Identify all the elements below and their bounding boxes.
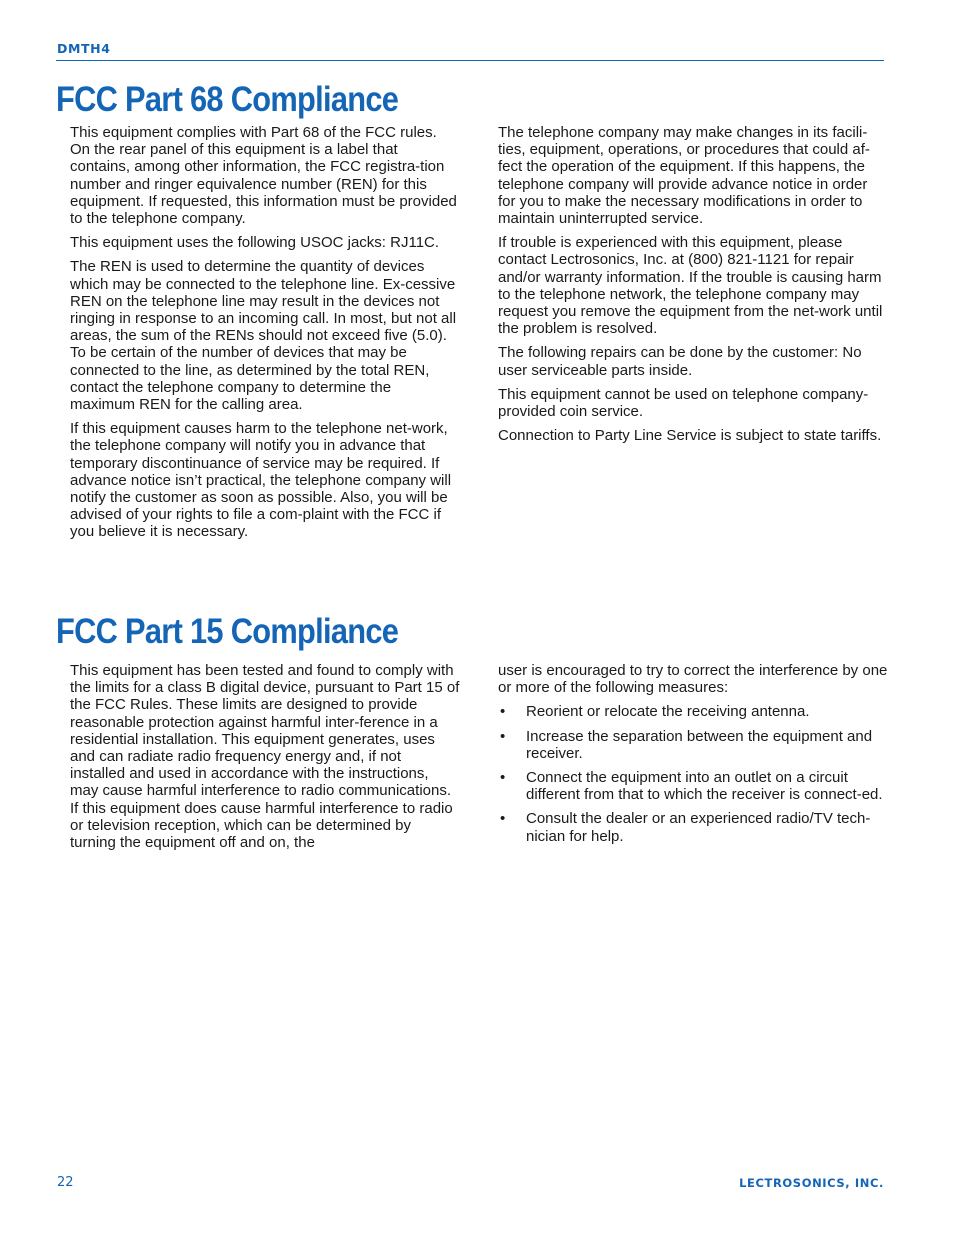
bullet-marker: • (500, 727, 506, 745)
list-item-text: Reorient or relocate the receiving antenna. (526, 703, 810, 721)
list-item (498, 703, 888, 720)
footer-company-name: LECTROSONICS, INC. (739, 1176, 884, 1190)
header-divider (56, 60, 884, 61)
interference-measures-list (498, 703, 888, 844)
list-item-text: Connect the equipment into an outlet on a circuit different from that to which the receiver is connect-ed. (526, 769, 883, 804)
list-item (498, 810, 888, 844)
paragraph: This equipment complies with Part 68 of the FCC rules. On the rear panel of this equipment is a label that contains, among other information, the FCC registra-tion number and ringer equivalence number (REN) for this equipment. If requested, this information must be provided to the telephone company. (70, 124, 457, 228)
section-title-part-68: FCC Part 68 Compliance (56, 80, 399, 119)
part-15-left-column (70, 662, 460, 858)
document-header-label: DMTH4 (57, 41, 111, 56)
paragraph: Connection to Party Line Service is subject to state tariffs. (498, 427, 882, 445)
paragraph: This equipment cannot be used on telephone company-provided coin service. (498, 385, 869, 421)
page-number: 22 (57, 1175, 74, 1190)
list-item (498, 728, 888, 762)
paragraph: This equipment uses the following USOC jacks: RJ11C. (70, 234, 440, 252)
bullet-marker: • (500, 810, 506, 828)
bullet-marker: • (500, 703, 506, 721)
part-15-right-column (498, 662, 888, 852)
paragraph: This equipment has been tested and found to comply with the limits for a class B digital device, pursuant to Part 15 of the FCC Rules. These limits are designed to provide reasonable protection against harmful inter-ference in a residential installation. This equipment generates, uses and can radiate radio frequency energy and, if not installed and used in accordance with the instructions, may cause harmful interference to radio communications. If this equipment does cause harmful interference to radio or television reception, which can be determined by turning the equipment off and on, the (70, 662, 460, 852)
paragraph: If this equipment causes harm to the telephone net-work, the telephone company will notify you in advance that temporary discontinuance of service may be required. If advance notice isn’t practical, the telephone company will notify the customer as soon as possible. Also, you will be advised of your rights to file a com-plaint with the FCC if you believe it is necessary. (70, 420, 452, 541)
paragraph: If trouble is experienced with this equipment, please contact Lectrosonics, Inc. at (800) 821-1121 for repair and/or warranty information. If the trouble is causing harm to the telephone network, the telephone company may request you remove the equipment from the net-work until the problem is resolved. (498, 234, 883, 338)
part-68-left-column (70, 124, 460, 548)
list-item-text: Increase the separation between the equipment and receiver. (526, 727, 873, 762)
list-item (498, 769, 888, 803)
paragraph: user is encouraged to try to correct the interference by one or more of the following measures: (498, 662, 888, 697)
paragraph: The telephone company may make changes in its facili-ties, equipment, operations, or procedures that could af-fect the operation of the equipment. If this happens, the telephone company will provide advance notice in order for you to make the necessary modifications in order to maintain uninterrupted service. (498, 124, 870, 228)
section-title-part-15: FCC Part 15 Compliance (56, 612, 399, 651)
paragraph: The following repairs can be done by the customer: No user serviceable parts inside. (498, 344, 862, 379)
part-68-right-column (498, 124, 888, 451)
paragraph: The REN is used to determine the quantity of devices which may be connected to the telephone line. Ex-cessive REN on the telephone line may result in the devices not ringing in response to an incoming call. In most, but not all areas, the sum of the RENs should not exceed five (5.0). To be certain of the number of devices that may be connected to the line, as determined by the total REN, contact the telephone company to determine the maximum REN for the calling area. (70, 258, 457, 414)
bullet-marker: • (500, 769, 506, 787)
list-item-text: Consult the dealer or an experienced radio/TV tech-nician for help. (526, 810, 871, 845)
